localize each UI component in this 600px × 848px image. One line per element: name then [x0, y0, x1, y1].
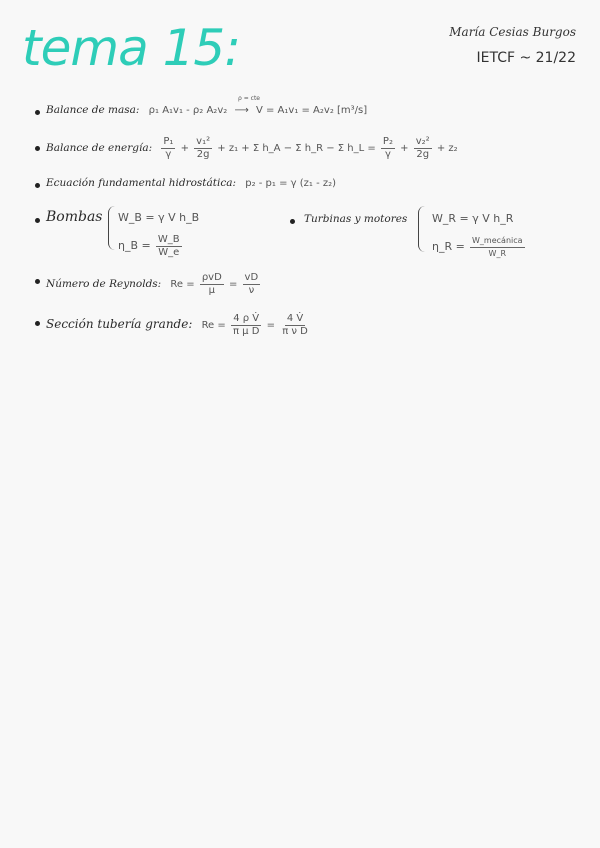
item-bombas — [46, 209, 103, 225]
pump-efficiency-formula: η_B = $\frac{W\_B}{W\_e}$ — [118, 234, 180, 258]
page-title: tema 15: — [22, 19, 241, 77]
bullet-dot — [35, 279, 40, 284]
bullet-dot — [35, 218, 40, 223]
author-name: María Cesias Burgos — [449, 25, 576, 39]
mass-rhs-formula: V = A₁v₁ = A₂v₂ [m³/s] — [255, 105, 368, 116]
label-balance-energia: Balance de energía: — [46, 142, 153, 154]
turbine-efficiency-formula: η_R = $\frac{\text{W\_mecánica}}{W\_R}$ — [432, 236, 523, 258]
hydrostatic-formula: p₂ - p₁ = γ (z₁ - z₂) — [245, 178, 337, 189]
label-turbinas: Turbinas y motores — [304, 213, 408, 225]
section-fraction-2: $\frac{4 V̇}{\text{π ν D}}$ — [282, 313, 308, 337]
plus-sign: + — [180, 143, 189, 154]
item-turbinas — [304, 213, 407, 225]
pump-work-formula: W_B = γ V h_B — [118, 211, 200, 224]
item-balance-masa — [46, 104, 367, 116]
bullet-dot — [35, 110, 40, 115]
turbine-efficiency-fraction: $\frac{\text{W\_mecánica}}{W\_R}$ — [472, 236, 523, 258]
mass-lhs-formula: ρ₁ A₁v₁ - ρ₂ A₂v₂ — [148, 105, 228, 116]
item-seccion — [46, 313, 312, 338]
section-fraction-1: $\frac{\text{4 ρ V̇}}{\text{π μ D}}$ — [232, 313, 260, 337]
bullet-dot — [35, 321, 40, 326]
equals-sign: = — [228, 279, 238, 290]
bullet-dot — [35, 146, 40, 151]
pressure-term-1: $\frac{\text{P₁}}{\gamma}$ — [163, 136, 174, 160]
brace — [418, 206, 425, 252]
energy-middle-terms: + z₁ + Σ h_A − Σ h_R − Σ h_L = — [217, 143, 376, 154]
density-constant-note: ρ = cte — [238, 95, 260, 102]
item-reynolds — [46, 272, 262, 297]
label-hidrostatica: Ecuación fundamental hidrostática: — [46, 177, 237, 189]
item-hidrostatica — [46, 177, 336, 189]
label-bombas: Bombas — [46, 209, 103, 225]
course-code: IETCF ~ 21/22 — [476, 50, 576, 66]
pressure-term-2: $\frac{\text{P₂}}{\gamma}$ — [382, 136, 393, 160]
arrow-icon: ⟶ — [234, 105, 249, 116]
bullet-dot — [35, 183, 40, 188]
reynolds-fraction-2: $\frac{vD}{\nu}$ — [244, 272, 259, 296]
turbine-work-formula: W_R = γ V h_R — [432, 212, 514, 225]
label-reynolds: Número de Reynolds: — [46, 278, 162, 290]
item-balance-energia — [46, 136, 458, 161]
reynolds-fraction-1: $\frac{\text{ρvD}}{\mu}$ — [201, 272, 222, 296]
velocity-term-1: $\frac{\text{v₁²}}{2g}$ — [196, 136, 211, 160]
section-reynolds-prefix: Re = — [201, 320, 226, 331]
reynolds-prefix: Re = — [170, 279, 195, 290]
bullet-dot — [290, 219, 295, 224]
equals-sign: = — [266, 320, 275, 331]
label-seccion: Sección tubería grande: — [46, 317, 193, 331]
brace — [108, 206, 115, 250]
pump-efficiency-fraction: $\frac{W\_B}{W\_e}$ — [157, 234, 180, 258]
energy-end-term: + z₂ — [436, 143, 458, 154]
label-balance-masa: Balance de masa: — [46, 104, 140, 116]
plus-sign: + — [400, 143, 409, 154]
velocity-term-2: $\frac{\text{v₂²}}{2g}$ — [415, 136, 430, 160]
